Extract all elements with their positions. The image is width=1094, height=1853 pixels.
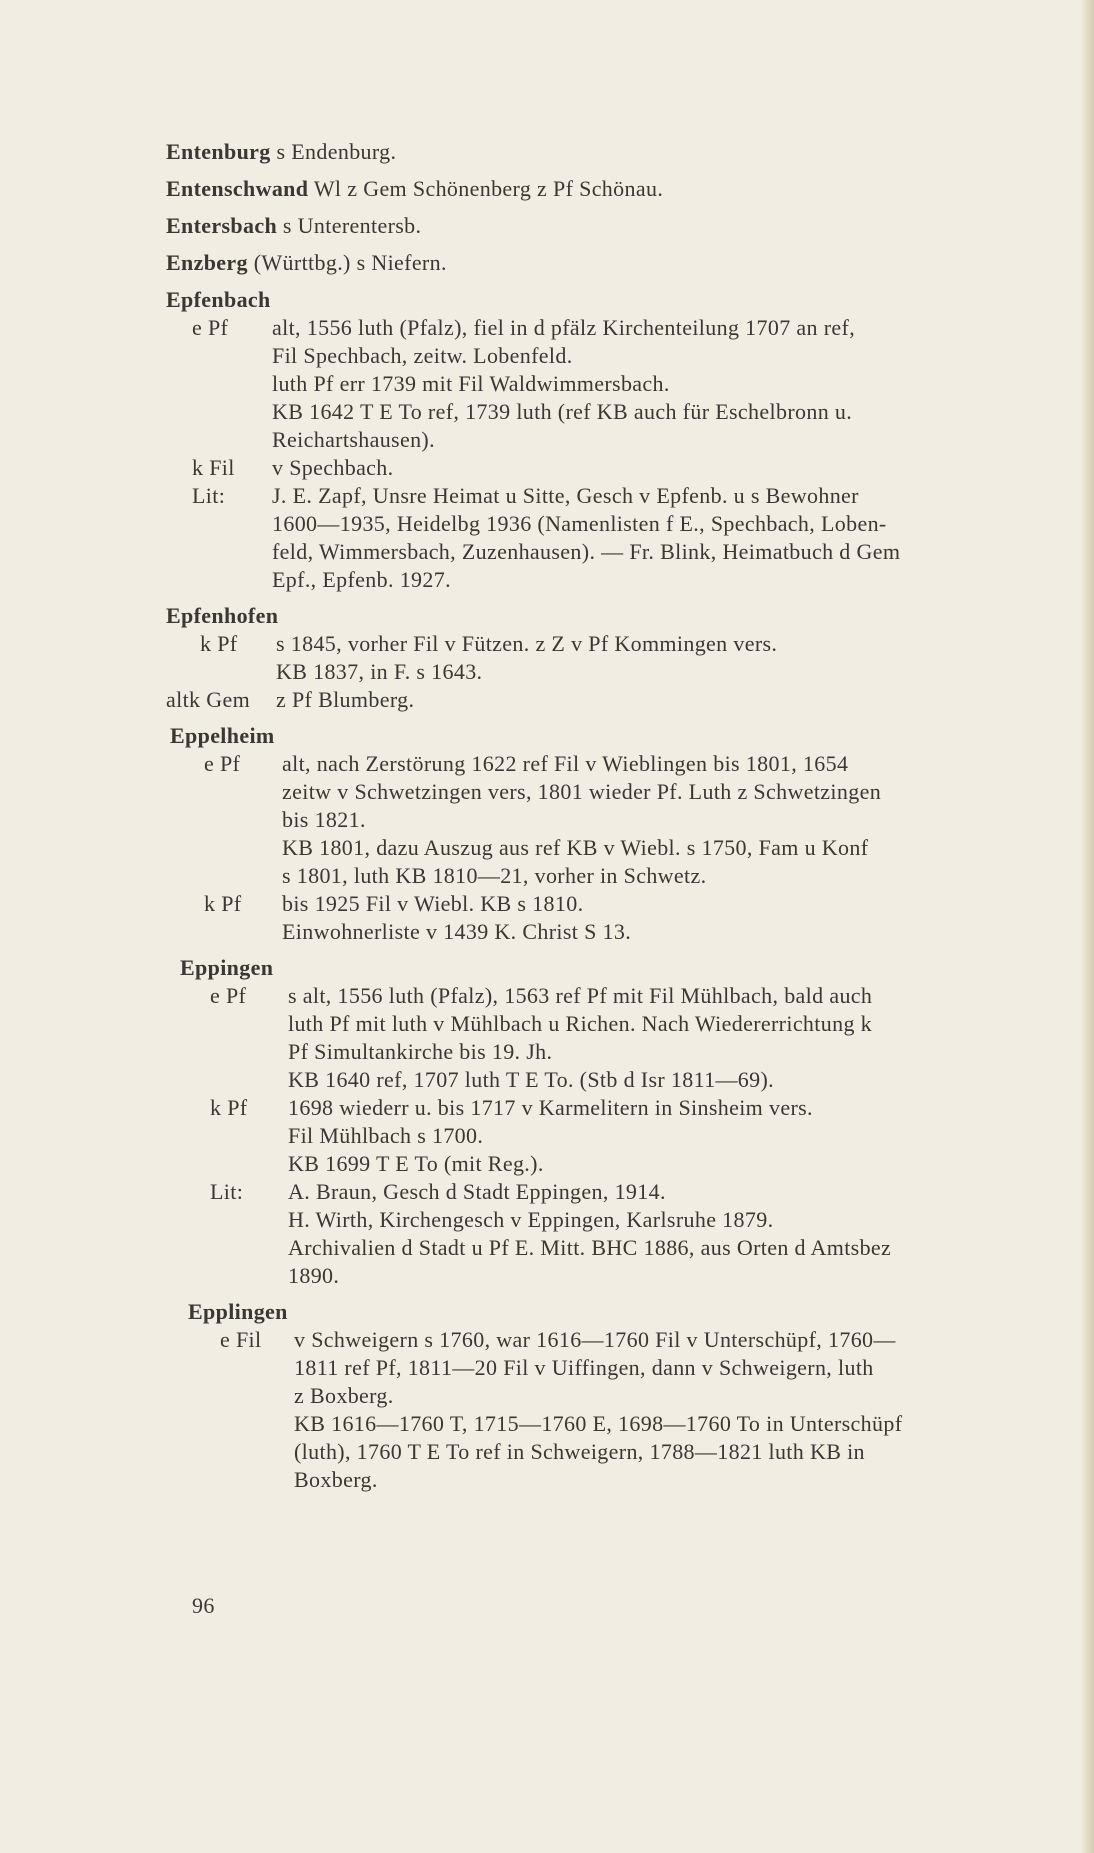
reference-text: s Endenburg. [276,139,397,164]
entry-line: alt, 1556 luth (Pfalz), fiel in d pfälz Kirchenteilung 1707 an ref, [272,315,856,340]
entry-line: Pf Simultankirche bis 19. Jh. [288,1039,553,1064]
entry-line: Boxberg. [294,1467,378,1492]
entry-line: Archivalien d Stadt u Pf E. Mitt. BHC 1886, aus Orten d Amtsbez [288,1235,892,1260]
entry-title-epplingen: Epplingen [188,1299,288,1324]
reference-line-entenschwand [166,175,663,203]
reference-head: Entenburg [166,139,271,164]
entry-line: v Spechbach. [272,455,394,480]
reference-line-enzberg [166,249,447,277]
entry-label: e Pf [204,751,241,776]
entry-line: z Boxberg. [294,1383,394,1408]
entry-line: Reichartshausen). [272,427,435,452]
entry-line: KB 1801, dazu Auszug aus ref KB v Wiebl. s 1750, Fam u Konf [282,835,869,860]
entry-line: feld, Wimmersbach, Zuzenhausen). — Fr. Blink, Heimatbuch d Gem [272,539,901,564]
entry-line: s alt, 1556 luth (Pfalz), 1563 ref Pf mit Fil Mühlbach, bald auch [288,983,873,1008]
reference-head: Entersbach [166,213,278,238]
entry-line: alt, nach Zerstörung 1622 ref Fil v Wieblingen bis 1801, 1654 [282,751,849,776]
entry-line: luth Pf err 1739 mit Fil Waldwimmersbach. [272,371,670,396]
entry-line: zeitw v Schwetzingen vers, 1801 wieder Pf. Luth z Schwetzingen [282,779,882,804]
entry-label: Lit: [192,483,226,508]
entry-line: (luth), 1760 T E To ref in Schweigern, 1788—1821 luth KB in [294,1439,865,1464]
reference-head: Enzberg [166,250,248,275]
entry-label: k Fil [192,455,235,480]
entry-line: Epf., Epfenb. 1927. [272,567,451,592]
entry-line: 1600—1935, Heidelbg 1936 (Namenlisten f E., Spechbach, Loben- [272,511,887,536]
entry-line: A. Braun, Gesch d Stadt Eppingen, 1914. [288,1179,666,1204]
entry-line: J. E. Zapf, Unsre Heimat u Sitte, Gesch v Epfenb. u s Bewohner [272,483,859,508]
entry-label: e Pf [192,315,229,340]
entry-line: KB 1699 T E To (mit Reg.). [288,1151,544,1176]
entry-line: luth Pf mit luth v Mühlbach u Richen. Nach Wiedererrichtung k [288,1011,872,1036]
entry-line: Einwohnerliste v 1439 K. Christ S 13. [282,919,632,944]
entry-line: 1811 ref Pf, 1811—20 Fil v Uiffingen, dann v Schweigern, luth [294,1355,874,1380]
entry-line: s 1845, vorher Fil v Fützen. z Z v Pf Kommingen vers. [276,631,778,656]
entry-label: Lit: [210,1179,244,1204]
entry-label: k Pf [210,1095,248,1120]
entry-line: v Schweigern s 1760, war 1616—1760 Fil v Unterschüpf, 1760— [294,1327,896,1352]
entry-label: altk Gem [166,687,251,712]
entry-line: 1890. [288,1263,340,1288]
entry-line: z Pf Blumberg. [276,687,415,712]
entry-title-epfenbach: Epfenbach [166,287,271,312]
entry-label: k Pf [204,891,242,916]
reference-line-entenburg [166,138,396,166]
reference-head: Entenschwand [166,176,309,201]
reference-text: s Unterentersb. [282,213,422,238]
reference-text: (Württbg.) s Niefern. [253,250,447,275]
entry-line: KB 1837, in F. s 1643. [276,659,483,684]
page-edge-shadow [1080,0,1094,1853]
entry-line: KB 1642 T E To ref, 1739 luth (ref KB auch für Eschelbronn u. [272,399,853,424]
entry-label: e Fil [220,1327,262,1352]
entry-title-eppelheim: Eppelheim [170,723,275,748]
entry-line: s 1801, luth KB 1810—21, vorher in Schwetz. [282,863,707,888]
entry-line: Fil Spechbach, zeitw. Lobenfeld. [272,343,573,368]
entry-label: k Pf [200,631,238,656]
entry-line: KB 1640 ref, 1707 luth T E To. (Stb d Isr 1811—69). [288,1067,775,1092]
entry-line: bis 1821. [282,807,366,832]
entry-line: Fil Mühlbach s 1700. [288,1123,484,1148]
page-number: 96 [192,1593,215,1618]
reference-line-entersbach [166,212,421,240]
entry-line: KB 1616—1760 T, 1715—1760 E, 1698—1760 To in Unterschüpf [294,1411,903,1436]
reference-text: Wl z Gem Schönenberg z Pf Schönau. [313,176,664,201]
entry-line: bis 1925 Fil v Wiebl. KB s 1810. [282,891,584,916]
entry-title-epfenhofen: Epfenhofen [166,603,279,628]
entry-label: e Pf [210,983,247,1008]
entry-title-eppingen: Eppingen [180,955,274,980]
entry-line: H. Wirth, Kirchengesch v Eppingen, Karlsruhe 1879. [288,1207,774,1232]
entry-line: 1698 wiederr u. bis 1717 v Karmelitern in Sinsheim vers. [288,1095,813,1120]
